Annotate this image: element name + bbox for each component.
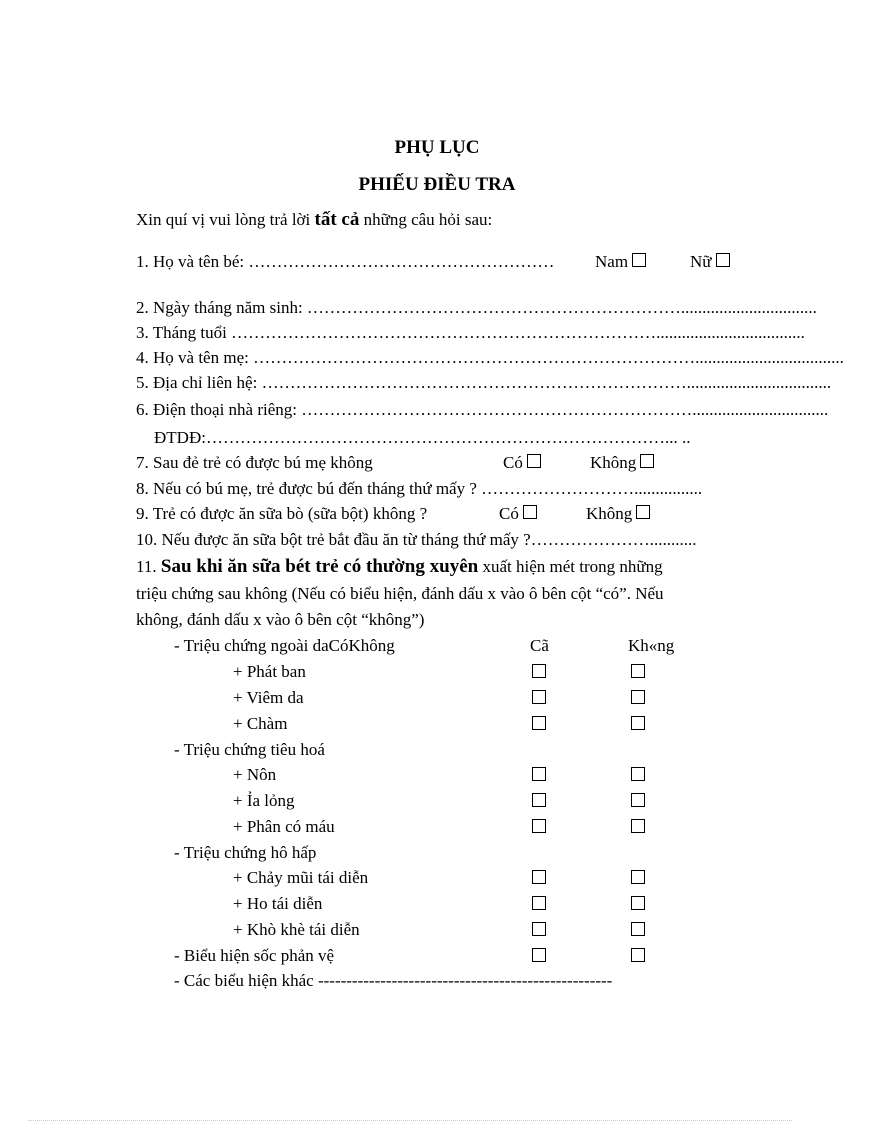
eczema-no-checkbox[interactable] xyxy=(631,716,645,730)
female-checkbox[interactable] xyxy=(716,253,730,267)
q6-mobile-field[interactable]: ĐTDĐ:………………………………………………………………………... .. xyxy=(154,428,691,447)
cough-yes-checkbox[interactable] xyxy=(532,896,546,910)
q7-breastfeed-question: 7. Sau đẻ trẻ có được bú mẹ không xyxy=(136,453,373,472)
page-bottom-divider xyxy=(28,1120,792,1121)
q11-line-3: không, đánh dấu x vào ô bên cột “không”) xyxy=(136,610,425,629)
anaphylaxis-yes-checkbox[interactable] xyxy=(532,948,546,962)
male-checkbox[interactable] xyxy=(632,253,646,267)
q5-dots: ………………………………………………………………….................................. xyxy=(261,373,832,392)
anaphylaxis-no-checkbox[interactable] xyxy=(631,948,645,962)
intro-before: Xin quí vị vui lòng trả lời xyxy=(136,210,315,229)
q1-name-field[interactable]: 1. Họ và tên bé: ……………………………………………… xyxy=(136,252,555,271)
page-title: PHỤ LỤC xyxy=(394,137,480,158)
wheezing-yes-checkbox[interactable] xyxy=(532,922,546,936)
q8-label: 8. Nếu có bú mẹ, trẻ được bú đến tháng thứ mấy ? xyxy=(136,479,482,498)
q4-dots: ……………………………………………………………………................................... xyxy=(253,348,844,367)
group-skin-heading: - Triệu chứng ngoài daCóKhông xyxy=(174,636,395,655)
intro-after: những câu hỏi sau: xyxy=(359,210,493,229)
q11-rest-text: xuất hiện mét trong những xyxy=(478,557,663,576)
q7-no-checkbox[interactable] xyxy=(640,454,654,468)
q2-label: 2. Ngày tháng năm sinh: xyxy=(136,298,307,317)
bloody-stool-yes-checkbox[interactable] xyxy=(532,819,546,833)
symptom-cough: + Ho tái diễn xyxy=(233,894,323,913)
q1-female-option[interactable] xyxy=(690,252,730,272)
rash-yes-checkbox[interactable] xyxy=(532,664,546,678)
symptom-rash: + Phát ban xyxy=(233,662,306,681)
runny-nose-no-checkbox[interactable] xyxy=(631,870,645,884)
symptom-wheezing: + Khò khè tái diễn xyxy=(233,920,360,939)
symptom-vomiting: + Nôn xyxy=(233,765,277,784)
q5-address-field[interactable] xyxy=(136,373,832,393)
q1-male-option[interactable] xyxy=(595,252,646,272)
q9-no-option[interactable] xyxy=(586,504,650,524)
q7-yes-label: Có xyxy=(503,453,523,472)
q3-age-months-field[interactable] xyxy=(136,323,805,343)
q3-label: 3. Tháng tuổi xyxy=(136,323,232,342)
symptom-runny-nose: + Chảy mũi tái diễn xyxy=(233,868,369,887)
symptom-eczema: + Chàm xyxy=(233,714,288,733)
q9-no-label: Không xyxy=(586,504,633,523)
group-digest-heading: - Triệu chứng tiêu hoá xyxy=(174,740,325,759)
q11-number: 11. xyxy=(136,557,161,576)
eczema-yes-checkbox[interactable] xyxy=(532,716,546,730)
q9-yes-checkbox[interactable] xyxy=(523,505,537,519)
vomiting-yes-checkbox[interactable] xyxy=(532,767,546,781)
symptom-dermatitis: + Viêm da xyxy=(233,688,304,707)
q4-mother-name-field[interactable] xyxy=(136,348,844,368)
column-no-header: Kh«ng xyxy=(628,636,675,655)
runny-nose-yes-checkbox[interactable] xyxy=(532,870,546,884)
q11-line-1 xyxy=(136,556,663,578)
q11-line-2: triệu chứng sau không (Nếu có biểu hiện, đánh dấu x vào ô bên cột “có”. Nếu xyxy=(136,584,664,603)
column-yes-header: Cã xyxy=(530,636,549,655)
q9-formula-question: 9. Trẻ có được ăn sữa bò (sữa bột) không ? xyxy=(136,504,428,523)
q9-yes-option[interactable] xyxy=(499,504,537,524)
q7-no-label: Không xyxy=(590,453,637,472)
q10-formula-start-field[interactable] xyxy=(136,530,740,550)
rash-no-checkbox[interactable] xyxy=(631,664,645,678)
male-label: Nam xyxy=(595,252,629,271)
group-resp-heading: - Triệu chứng hô hấp xyxy=(174,843,317,862)
diarrhea-yes-checkbox[interactable] xyxy=(532,793,546,807)
q7-no-option[interactable] xyxy=(590,453,654,473)
q2-birthdate-field[interactable] xyxy=(136,298,817,318)
diarrhea-no-checkbox[interactable] xyxy=(631,793,645,807)
q2-dots: …………………………………………………………................................ xyxy=(306,298,817,317)
other-symptoms-field[interactable]: - Các biểu hiện khác ---------------------------------------------------- xyxy=(174,971,613,990)
symptom-bloody-stool: + Phân có máu xyxy=(233,817,335,836)
q6-label: 6. Điện thoại nhà riêng: xyxy=(136,400,302,419)
vomiting-no-checkbox[interactable] xyxy=(631,767,645,781)
q7-yes-option[interactable] xyxy=(503,453,541,473)
q6-home-phone-field[interactable] xyxy=(136,400,829,420)
q8-breastfeed-month-field[interactable] xyxy=(136,479,740,499)
q10-dots: …………………........... xyxy=(530,530,697,549)
dermatitis-no-checkbox[interactable] xyxy=(631,690,645,704)
intro-emphasis: tất cả xyxy=(314,209,360,230)
q3-dots: …………………………………………………………………................................... xyxy=(231,323,805,342)
q7-yes-checkbox[interactable] xyxy=(527,454,541,468)
q10-label: 10. Nếu được ăn sữa bột trẻ bắt đầu ăn từ tháng thứ mấy ? xyxy=(136,530,531,549)
wheezing-no-checkbox[interactable] xyxy=(631,922,645,936)
dermatitis-yes-checkbox[interactable] xyxy=(532,690,546,704)
intro-text xyxy=(136,209,492,231)
cough-no-checkbox[interactable] xyxy=(631,896,645,910)
q5-label: 5. Địa chỉ liên hệ: xyxy=(136,373,262,392)
q6-dots: ……………………………………………………………................................ xyxy=(301,400,829,419)
q8-dots: ………………………................ xyxy=(481,479,703,498)
female-label: Nữ xyxy=(690,252,712,271)
q11-bold-text: Sau khi ăn sữa bét trẻ có thường xuyên xyxy=(160,556,479,577)
q4-label: 4. Họ và tên mẹ: xyxy=(136,348,254,367)
bloody-stool-no-checkbox[interactable] xyxy=(631,819,645,833)
q9-no-checkbox[interactable] xyxy=(636,505,650,519)
symptom-diarrhea: + Ỉa lỏng xyxy=(233,791,295,810)
page-subtitle: PHIẾU ĐIỀU TRA xyxy=(358,174,516,195)
q9-yes-label: Có xyxy=(499,504,519,523)
symptom-anaphylaxis: - Biểu hiện sốc phản vệ xyxy=(174,946,335,965)
